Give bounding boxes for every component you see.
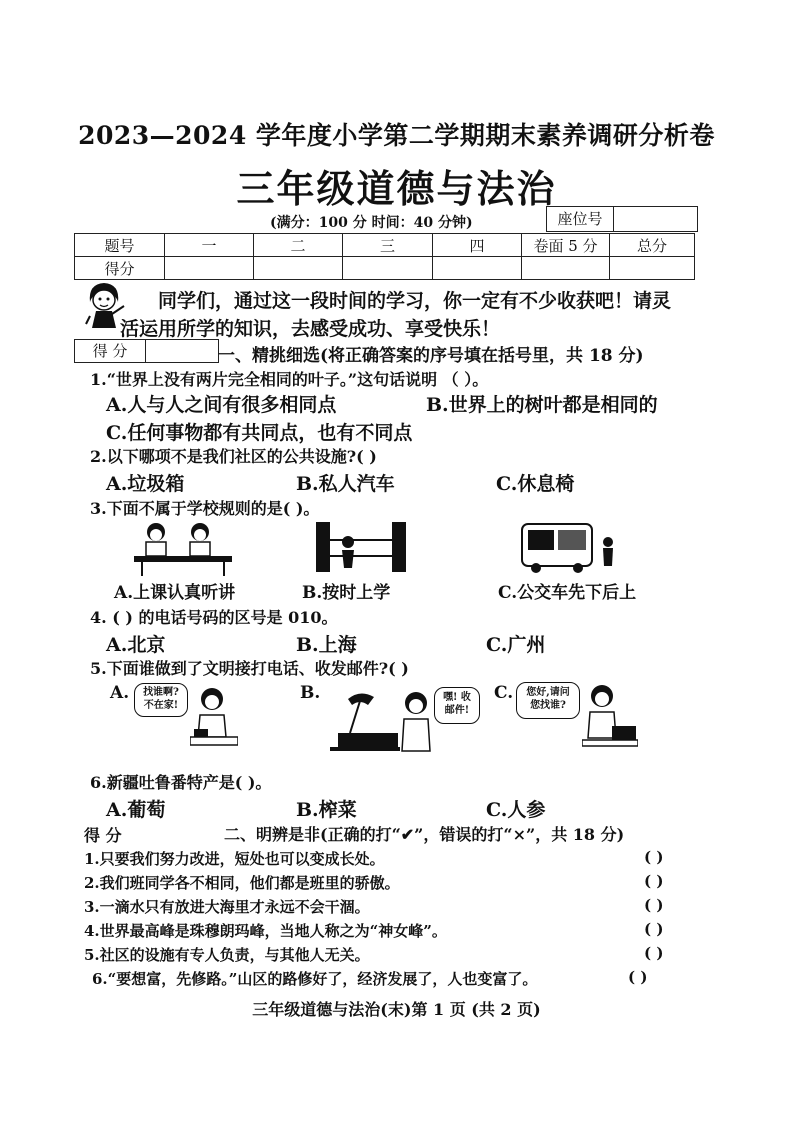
score-table-row-label: 得分 — [75, 257, 165, 280]
school-gate-illustration — [312, 520, 410, 574]
seat-number-box — [546, 206, 698, 232]
phone-call-rude-illustration — [134, 683, 240, 757]
speech-bubble-b: 嘿! 收 邮件! — [434, 687, 480, 724]
seat-number-label: 座位号 — [547, 207, 614, 231]
score-table-row-label: 题号 — [75, 234, 165, 257]
intro-line-2: 活运用所学的知识，去感受成功、享受快乐！ — [120, 318, 501, 340]
score-table-header-row — [75, 234, 695, 257]
section1-title: 一、精挑细选(将正确答案的序号填在括号里，共 18 分) — [218, 346, 644, 366]
section2-title: 二、明辨是非(正确的打“✔”，错误的打“×”，共 18 分) — [224, 825, 625, 844]
section2-score-label: 得 分 — [84, 826, 122, 845]
question-2-option-a[interactable]: A.垃圾箱 — [106, 473, 185, 495]
score-table-col: 四 — [433, 234, 522, 257]
page-footer: 三年级道德与法治(末)第 1 页 (共 2 页) — [252, 1000, 541, 1019]
question-6-stem: 6.新疆吐鲁番特产是( )。 — [90, 773, 272, 792]
question-4-stem: 4. ( ) 的电话号码的区号是 010。 — [90, 608, 338, 627]
question-3-option-c[interactable]: C.公交车先下后上 — [498, 583, 637, 603]
question-3-stem: 3.下面不属于学校规则的是( )。 — [90, 499, 320, 518]
girl-at-computer-icon — [398, 691, 434, 753]
answer-paren-4[interactable]: ( ) — [644, 920, 664, 938]
score-cell[interactable] — [165, 257, 254, 280]
true-false-item-5: 5.社区的设施有专人负责，与其他人无关。 — [84, 946, 370, 964]
question-1-option-b[interactable]: B.世界上的树叶都是相同的 — [426, 394, 658, 416]
question-2-stem: 2.以下哪项不是我们社区的公共设施?( ) — [90, 447, 377, 466]
question-1-option-c[interactable]: C.任何事物都有共同点，也有不同点 — [106, 422, 413, 444]
question-1-option-a[interactable]: A.人与人之间有很多相同点 — [106, 394, 337, 416]
question-4-option-c[interactable]: C.广州 — [486, 634, 546, 656]
speech-bubble-c: 您好,请问 您找谁? — [516, 682, 580, 719]
score-table-col: 卷面 5 分 — [522, 234, 610, 257]
score-table-score-row — [75, 257, 695, 280]
section1-score-label: 得 分 — [75, 340, 146, 362]
score-cell[interactable] — [433, 257, 522, 280]
question-5-stem: 5.下面谁做到了文明接打电话、收发邮件?( ) — [90, 659, 409, 678]
section1-score-blank[interactable] — [146, 340, 218, 362]
seat-number-blank[interactable] — [614, 207, 697, 231]
email-rude-illustration — [330, 683, 480, 757]
question-6-option-a[interactable]: A.葡萄 — [106, 799, 166, 821]
question-1-stem: 1.“世界上没有两片完全相同的叶子。”这句话说明 （ ）。 — [90, 370, 489, 389]
question-3-option-b[interactable]: B.按时上学 — [302, 583, 391, 603]
subject-title: 三年级道德与法治 — [236, 166, 557, 211]
answer-paren-5[interactable]: ( ) — [644, 944, 664, 962]
score-cell[interactable] — [343, 257, 433, 280]
question-5-option-b[interactable]: B. — [300, 683, 321, 703]
score-table — [74, 233, 695, 280]
true-false-item-2: 2.我们班同学各不相同，他们都是班里的骄傲。 — [84, 874, 400, 892]
question-5-option-a[interactable]: A. — [110, 683, 130, 703]
score-cell[interactable] — [254, 257, 343, 280]
exam-meta: (满分：100 分 时间：40 分钟) — [270, 215, 473, 231]
girl-with-phone-icon — [190, 685, 238, 755]
question-6-option-c[interactable]: C.人参 — [486, 799, 546, 821]
true-false-item-4: 4.世界最高峰是珠穆朗玛峰，当地人称之为“神女峰”。 — [84, 922, 447, 940]
question-4-option-a[interactable]: A.北京 — [106, 634, 166, 656]
score-table-col: 一 — [165, 234, 254, 257]
score-cell[interactable] — [610, 257, 695, 280]
girl-polite-phone-icon — [582, 682, 638, 754]
exam-title: 2023—2024 学年度小学第二学期期末素养调研分析卷 — [78, 121, 715, 150]
true-false-item-1: 1.只要我们努力改进，短处也可以变成长处。 — [84, 850, 385, 868]
score-table-col: 三 — [343, 234, 433, 257]
question-2-option-b[interactable]: B.私人汽车 — [296, 473, 395, 495]
answer-paren-1[interactable]: ( ) — [644, 848, 664, 866]
true-false-item-3: 3.一滴水只有放进大海里才永远不会干涸。 — [84, 898, 370, 916]
answer-paren-3[interactable]: ( ) — [644, 896, 664, 914]
question-6-option-b[interactable]: B.榨菜 — [296, 799, 357, 821]
speech-bubble-a: 找谁啊? 不在家! — [134, 683, 188, 717]
bus-illustration — [520, 520, 650, 574]
phone-call-polite-illustration — [516, 680, 640, 756]
score-table-col: 二 — [254, 234, 343, 257]
true-false-item-6: 6.“要想富，先修路。”山区的路修好了，经济发展了，人也变富了。 — [92, 970, 538, 988]
intro-line-1: 同学们，通过这一段时间的学习，你一定有不少收获吧！请灵 — [158, 290, 672, 312]
answer-paren-6[interactable]: ( ) — [628, 968, 648, 986]
score-table-col: 总分 — [610, 234, 695, 257]
section1-score-box — [74, 339, 219, 363]
lamp-and-computer-icon — [330, 689, 400, 753]
score-cell[interactable] — [522, 257, 610, 280]
question-3-option-a[interactable]: A.上课认真听讲 — [114, 583, 236, 603]
students-listening-illustration — [128, 518, 238, 578]
question-4-option-b[interactable]: B.上海 — [296, 634, 357, 656]
answer-paren-2[interactable]: ( ) — [644, 872, 664, 890]
question-2-option-c[interactable]: C.休息椅 — [496, 473, 575, 495]
question-5-option-c[interactable]: C. — [494, 683, 514, 703]
